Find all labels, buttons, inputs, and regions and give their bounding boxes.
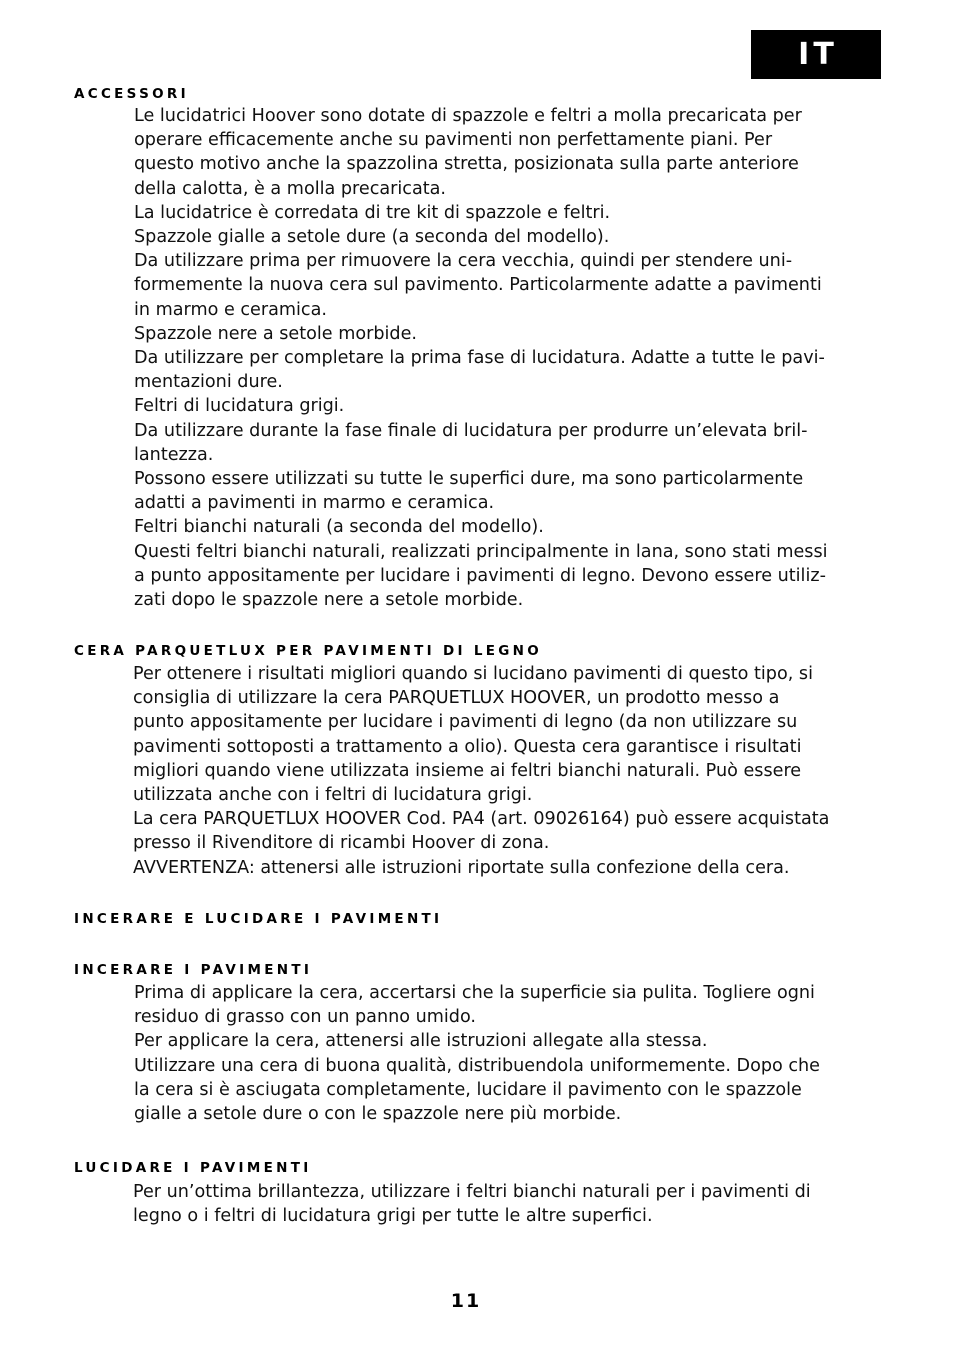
text-line: Da utilizzare per completare la prima fase di lucidatura. Adatte a tutte le pavi- xyxy=(134,348,825,369)
text-line: utilizzata anche con i feltri di lucidatura grigi. xyxy=(133,785,533,806)
heading-cera-parquetlux: CERA PARQUETLUX PER PAVIMENTI DI LEGNO xyxy=(74,643,542,659)
text-line: Per applicare la cera, attenersi alle istruzioni allegate alla stessa. xyxy=(134,1031,708,1052)
text-line: punto appositamente per lucidare i pavimenti di legno (da non utilizzare su xyxy=(133,712,798,733)
text-line: pavimenti sottoposti a trattamento a olio). Questa cera garantisce i risultati xyxy=(133,736,802,757)
cera-body xyxy=(133,662,829,880)
text-line: Spazzole nere a setole morbide. xyxy=(134,323,418,344)
text-line: presso il Rivenditore di ricambi Hoover di zona. xyxy=(133,833,550,854)
text-line: mentazioni dure. xyxy=(134,372,283,393)
text-line: adatti a pavimenti in marmo e ceramica. xyxy=(134,493,495,514)
text-line: Prima di applicare la cera, accertarsi che la superficie sia pulita. Togliere ogni xyxy=(134,983,815,1003)
text-line: della calotta, è a molla precaricata. xyxy=(134,178,446,199)
text-line: a punto appositamente per lucidare i pavimenti di legno. Devono essere utiliz- xyxy=(134,565,826,586)
lucidare-body xyxy=(133,1180,811,1228)
incerare-body xyxy=(134,981,820,1126)
text-line: Da utilizzare durante la fase finale di lucidatura per produrre un’elevata bril- xyxy=(134,420,808,441)
text-line: Spazzole gialle a setole dure (a seconda del modello). xyxy=(134,227,610,248)
text-line: AVVERTENZA: attenersi alle istruzioni riportate sulla confezione della cera. xyxy=(133,857,790,878)
text-line: La lucidatrice è corredata di tre kit di spazzole e feltri. xyxy=(134,202,611,223)
heading-incerare: INCERARE I PAVIMENTI xyxy=(74,962,313,978)
text-line: La cera PARQUETLUX HOOVER Cod. PA4 (art. 09026164) può essere acquistata xyxy=(133,809,830,830)
text-line: questo motivo anche la spazzolina stretta, posizionata sulla parte anteriore xyxy=(134,154,799,175)
text-line: Possono essere utilizzati su tutte le superfici dure, ma sono particolarmente xyxy=(134,469,804,490)
text-line: la cera si è asciugata completamente, lucidare il pavimento con le spazzole xyxy=(134,1079,802,1100)
language-badge: IT xyxy=(751,30,881,79)
accessori-body xyxy=(134,104,828,612)
text-line: Per un’ottima brillantezza, utilizzare i feltri bianchi naturali per i pavimenti di xyxy=(133,1182,811,1202)
text-line: formemente la nuova cera sul pavimento. Particolarmente adatte a pavimenti xyxy=(134,275,822,296)
text-line: Da utilizzare prima per rimuovere la cera vecchia, quindi per stendere uni- xyxy=(134,251,793,272)
text-line: operare efficacemente anche su pavimenti non perfettamente piani. Per xyxy=(134,130,773,151)
text-line: gialle a setole dure o con le spazzole nere più morbide. xyxy=(134,1104,622,1125)
text-line: lantezza. xyxy=(134,444,214,465)
text-line: Feltri di lucidatura grigi. xyxy=(134,396,345,417)
text-line: migliori quando viene utilizzata insieme ai feltri bianchi naturali. Può essere xyxy=(133,760,802,781)
text-line: residuo di grasso con un panno umido. xyxy=(134,1007,476,1028)
text-line: legno o i feltri di lucidatura grigi per tutte le altre superfici. xyxy=(133,1206,653,1227)
text-line: Per ottenere i risultati migliori quando si lucidano pavimenti di questo tipo, si xyxy=(133,664,813,684)
text-line: in marmo e ceramica. xyxy=(134,299,327,320)
text-line: consiglia di utilizzare la cera PARQUETLUX HOOVER, un prodotto messo a xyxy=(133,688,780,709)
text-line: Questi feltri bianchi naturali, realizzati principalmente in lana, sono stati messi xyxy=(134,541,828,562)
text-line: zati dopo le spazzole nere a setole morbide. xyxy=(134,590,524,611)
text-line: Utilizzare una cera di buona qualità, distribuendola uniformemente. Dopo che xyxy=(134,1055,821,1076)
text-line: Le lucidatrici Hoover sono dotate di spazzole e feltri a molla precaricata per xyxy=(134,106,802,126)
text-line: Feltri bianchi naturali (a seconda del modello). xyxy=(134,517,544,538)
heading-lucidare: LUCIDARE I PAVIMENTI xyxy=(74,1160,312,1176)
page-number: 11 xyxy=(450,1290,482,1312)
heading-incerare-lucidare: INCERARE E LUCIDARE I PAVIMENTI xyxy=(74,911,443,927)
heading-accessori: ACCESSORI xyxy=(74,86,189,102)
